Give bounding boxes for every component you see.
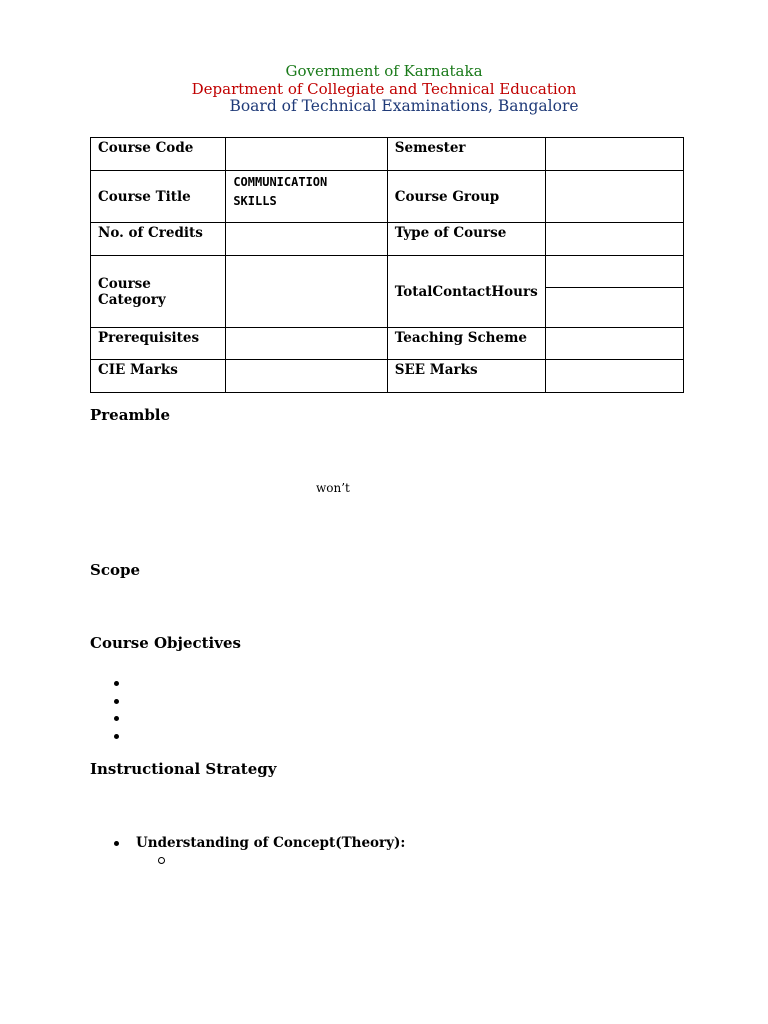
category-value — [226, 256, 387, 328]
course-group-value — [545, 171, 683, 223]
cie-label: CIE Marks — [91, 360, 226, 393]
preamble-heading: Preamble — [90, 406, 171, 424]
objectives-heading: Course Objectives — [90, 634, 241, 652]
strategy-heading: Instructional Strategy — [90, 760, 277, 778]
credits-value — [226, 223, 387, 256]
teaching-scheme-value — [545, 328, 683, 360]
prerequisites-label: Prerequisites — [91, 328, 226, 360]
contact-hours-label: TotalContactHours — [387, 256, 545, 328]
course-title-label: Course Title — [91, 171, 226, 223]
course-code-value — [226, 138, 387, 171]
bullet-icon — [114, 716, 119, 721]
type-label: Type of Course — [387, 223, 545, 256]
bullet-icon — [114, 681, 119, 686]
contact-hours-value — [545, 256, 683, 328]
header-government: Government of Karnataka — [285, 62, 483, 80]
teaching-scheme-label: Teaching Scheme — [387, 328, 545, 360]
course-title-line1: COMMUNICATION — [233, 175, 328, 189]
header-department: Department of Collegiate and Technical Education — [191, 80, 577, 98]
bullet-icon — [114, 841, 119, 846]
preamble-note: won’t — [316, 481, 350, 495]
bullet-icon — [114, 699, 119, 704]
header-board: Board of Technical Examinations, Bangalore — [229, 97, 579, 115]
course-code-label: Course Code — [91, 138, 226, 171]
see-value — [545, 360, 683, 393]
scope-heading: Scope — [90, 561, 141, 579]
cie-value — [226, 360, 387, 393]
contact-hours-subcell — [546, 256, 683, 288]
course-details-table — [90, 137, 684, 393]
semester-label: Semester — [387, 138, 545, 171]
course-group-label: Course Group — [387, 171, 545, 223]
semester-value — [545, 138, 683, 171]
see-label: SEE Marks — [387, 360, 545, 393]
bullet-icon — [114, 734, 119, 739]
category-label: Course Category — [91, 256, 226, 328]
strategy-item-label: Understanding of Concept(Theory): — [136, 835, 406, 851]
sub-bullet-icon — [158, 857, 165, 864]
course-title-value — [226, 171, 387, 223]
course-title-line2: SKILLS — [233, 194, 277, 208]
prerequisites-value — [226, 328, 387, 360]
type-value — [545, 223, 683, 256]
credits-label: No. of Credits — [91, 223, 226, 256]
